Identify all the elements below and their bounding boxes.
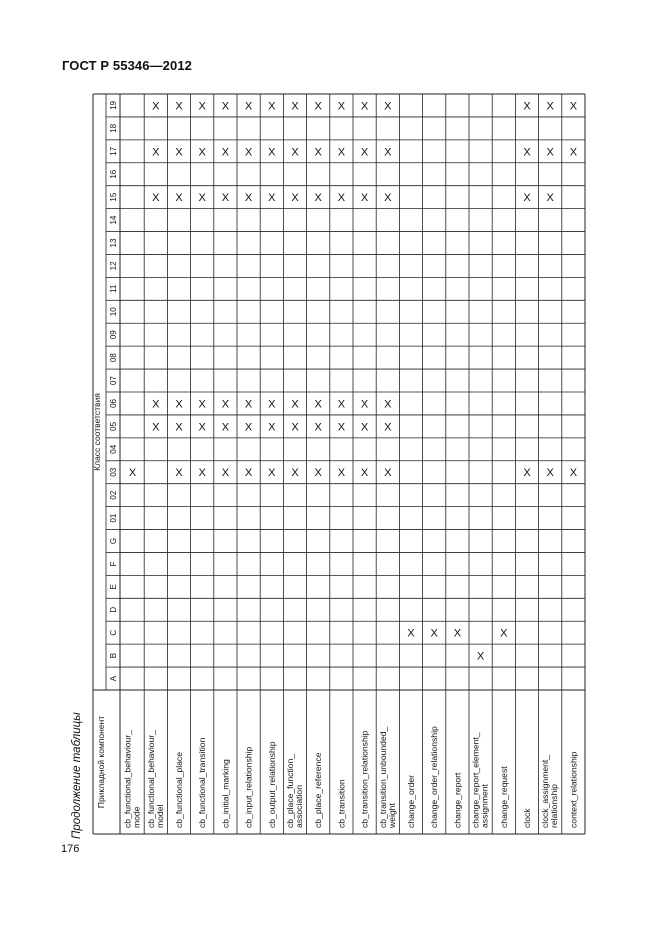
mark-15: X: [291, 192, 299, 205]
mark-C: X: [430, 627, 438, 640]
mark-19: X: [268, 100, 276, 113]
mark-03: X: [128, 467, 137, 480]
mark-19: X: [337, 100, 346, 113]
mark-03: X: [337, 467, 346, 480]
column-code-09: 09: [109, 330, 118, 340]
column-code-07: 07: [109, 376, 118, 385]
row-label: assignment: [479, 784, 490, 828]
mark-19: X: [523, 100, 531, 113]
row-label: context_relationship: [568, 751, 579, 828]
column-code-12: 12: [109, 261, 118, 271]
mark-03: X: [546, 467, 554, 480]
column-code-D: D: [109, 606, 118, 613]
mark-05: X: [198, 421, 206, 434]
mark-06: X: [244, 398, 253, 411]
mark-05: X: [314, 421, 322, 434]
mark-15: X: [152, 192, 160, 205]
mark-05: X: [175, 421, 183, 434]
mark-15: X: [221, 192, 230, 205]
mark-15: X: [268, 192, 276, 205]
mark-06: X: [198, 398, 206, 411]
mark-C: X: [407, 627, 415, 640]
mark-03: X: [314, 467, 322, 480]
row-label: change_order: [406, 774, 416, 828]
column-code-A: A: [109, 675, 118, 682]
column-code-19: 19: [109, 101, 118, 110]
mark-05: X: [360, 421, 369, 434]
row-label: change_report: [452, 772, 463, 828]
column-code-16: 16: [109, 169, 118, 179]
mark-19: X: [198, 100, 206, 113]
mark-03: X: [523, 467, 531, 480]
mark-06: X: [291, 398, 299, 411]
mark-C: X: [500, 627, 508, 640]
mark-05: X: [384, 421, 392, 434]
mark-03: X: [569, 467, 578, 480]
row-label: change_request: [498, 766, 509, 828]
mark-05: X: [291, 421, 299, 434]
column-code-14: 14: [109, 215, 118, 225]
mark-19: X: [314, 100, 322, 113]
mark-19: X: [546, 100, 554, 113]
column-code-C: C: [109, 629, 118, 636]
mark-17: X: [384, 146, 392, 159]
mark-17: X: [198, 146, 206, 159]
mark-19: X: [244, 100, 253, 113]
mark-05: X: [268, 421, 276, 434]
column-code-04: 04: [109, 444, 118, 454]
page-number: 176: [61, 843, 80, 855]
row-label: cb_functional_transition: [197, 737, 208, 828]
mark-15: X: [546, 192, 554, 205]
column-code-01: 01: [109, 513, 118, 523]
column-code-10: 10: [109, 307, 118, 317]
mark-19: X: [221, 100, 230, 113]
mark-05: X: [337, 421, 346, 434]
mark-06: X: [152, 398, 160, 411]
row-label: mode: [131, 806, 142, 828]
mark-17: X: [175, 146, 183, 159]
row-label: cb_output_relationship: [266, 741, 277, 828]
mark-17: X: [291, 146, 299, 159]
column-code-F: F: [109, 561, 118, 567]
row-label: relationship: [549, 784, 560, 828]
mark-06: X: [221, 398, 230, 411]
mark-06: X: [384, 398, 392, 411]
mark-17: X: [569, 146, 578, 159]
mark-03: X: [244, 467, 253, 480]
column-code-17: 17: [109, 146, 118, 156]
column-code-G: G: [109, 537, 118, 545]
row-label: cb_transition: [336, 779, 347, 828]
mark-15: X: [384, 192, 392, 205]
column-code-05: 05: [109, 421, 118, 431]
mark-17: X: [337, 146, 346, 159]
mark-03: X: [221, 467, 230, 480]
row-label: clock_assignment_: [540, 754, 551, 828]
row-label: cb_functional_place: [174, 752, 184, 828]
row-label: cb_transition_unbounded_: [377, 726, 388, 828]
mark-03: X: [175, 467, 183, 480]
mark-19: X: [569, 100, 578, 113]
row-label: clock: [522, 808, 532, 828]
column-code-18: 18: [109, 123, 118, 133]
row-label: cb_input_relationship: [243, 746, 254, 828]
row-label: change_order_relationship: [429, 726, 440, 828]
mark-15: X: [523, 192, 531, 205]
mark-17: X: [546, 146, 554, 159]
column-code-B: B: [109, 652, 118, 659]
row-label: cb_functional_behaviour_: [122, 730, 133, 828]
row-label: cb_initial_marking: [220, 759, 231, 828]
mark-19: X: [175, 100, 183, 113]
mark-19: X: [152, 100, 160, 113]
component-header: Прикладной компонент: [96, 715, 106, 809]
column-code-E: E: [109, 584, 118, 590]
column-code-06: 06: [109, 399, 118, 408]
mark-06: X: [175, 398, 183, 411]
mark-19: X: [360, 100, 369, 113]
row-label: change_report_element_: [470, 732, 481, 828]
mark-05: X: [221, 421, 230, 434]
mark-06: X: [337, 398, 346, 411]
mark-03: X: [291, 467, 299, 480]
mark-15: X: [244, 192, 253, 205]
mark-15: X: [360, 192, 369, 205]
column-code-13: 13: [109, 238, 118, 248]
column-code-03: 03: [109, 467, 118, 477]
mark-17: X: [152, 146, 160, 159]
mark-15: X: [198, 192, 206, 205]
mark-B: X: [476, 650, 485, 663]
column-code-08: 08: [109, 353, 118, 363]
mark-06: X: [360, 398, 369, 411]
mark-17: X: [314, 146, 322, 159]
mark-15: X: [175, 192, 183, 205]
column-code-02: 02: [109, 490, 118, 500]
mark-17: X: [244, 146, 253, 159]
row-label: weight: [386, 803, 397, 828]
column-code-11: 11: [109, 284, 118, 294]
mark-03: X: [360, 467, 369, 480]
mark-06: X: [314, 398, 322, 411]
row-label: cb_place_reference: [313, 752, 324, 828]
mark-19: X: [291, 100, 299, 113]
mark-03: X: [384, 467, 392, 480]
row-label: association: [294, 785, 304, 828]
mark-C: X: [453, 627, 462, 640]
mark-15: X: [314, 192, 322, 205]
column-code-15: 15: [109, 192, 118, 202]
continuation-caption: Продолжение таблицы: [71, 712, 83, 839]
mark-06: X: [268, 398, 276, 411]
standard-header: ГОСТ Р 55346—2012: [62, 58, 192, 73]
row-label: cb_functional_behaviour_: [145, 730, 156, 828]
mark-05: X: [244, 421, 253, 434]
mark-19: X: [384, 100, 392, 113]
mark-05: X: [152, 421, 160, 434]
mark-15: X: [337, 192, 346, 205]
row-label: cb_place_function_: [285, 753, 295, 828]
row-label: cb_transition_relationship: [359, 730, 370, 828]
mark-17: X: [523, 146, 531, 159]
class-header: Класс соответствия: [92, 393, 102, 471]
mark-17: X: [360, 146, 369, 159]
mark-17: X: [268, 146, 276, 159]
mark-17: X: [221, 146, 230, 159]
mark-03: X: [268, 467, 276, 480]
mark-03: X: [198, 467, 206, 480]
row-label: model: [154, 804, 165, 828]
